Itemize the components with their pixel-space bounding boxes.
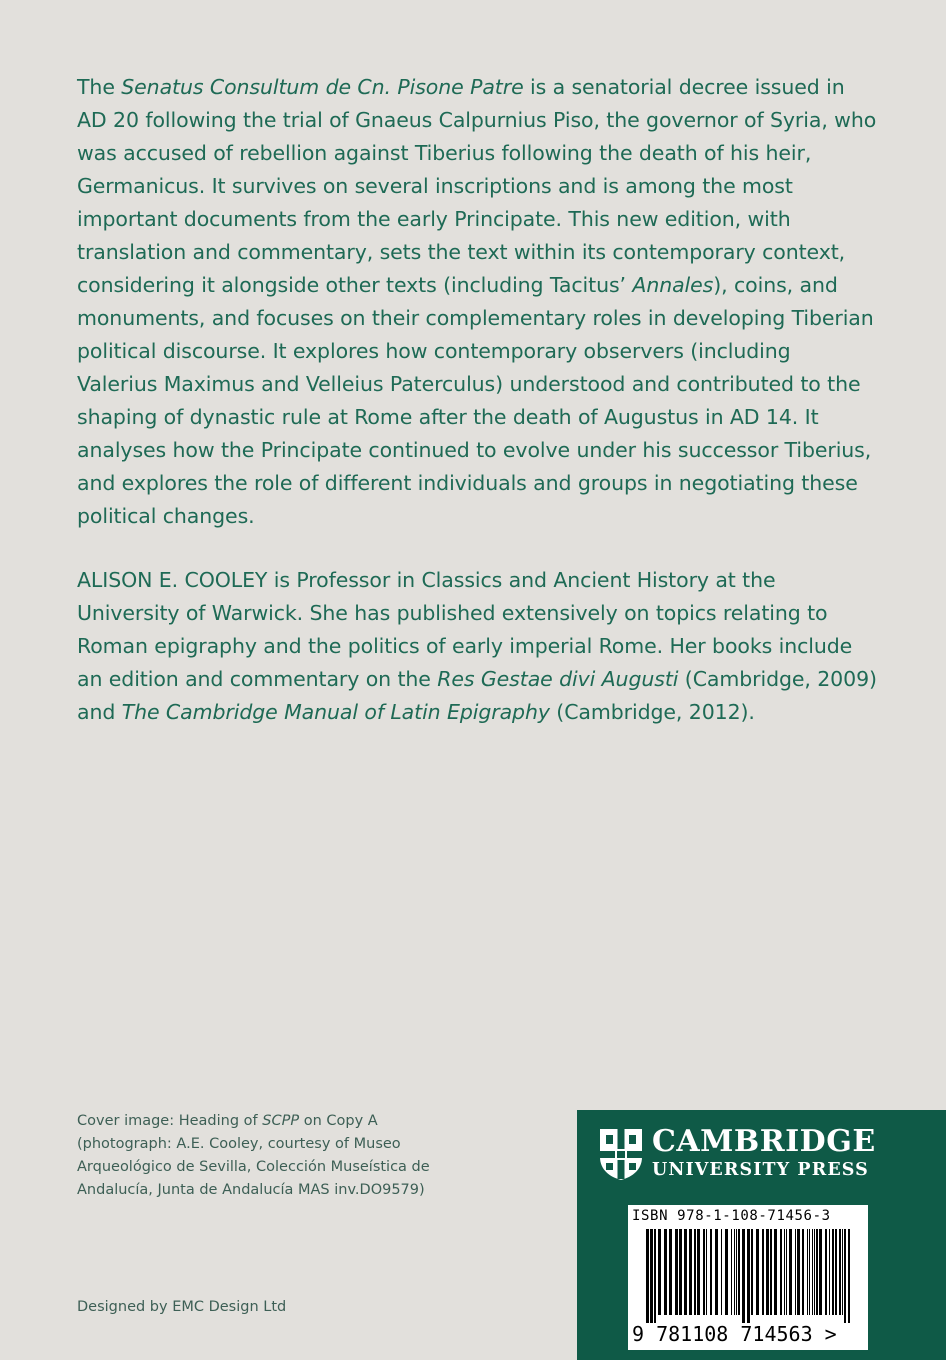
barcode-bar	[650, 1229, 653, 1323]
barcode-bar	[774, 1229, 777, 1315]
barcode-bar	[694, 1229, 696, 1315]
barcode-bar	[710, 1229, 712, 1315]
cover-credit-text	[77, 1110, 477, 1202]
barcode-bar	[738, 1229, 740, 1315]
italic-title-text: Annales	[632, 273, 714, 297]
barcode-bar	[646, 1229, 649, 1323]
barcode-bar	[842, 1229, 843, 1315]
italic-title-text: SCPP	[262, 1113, 300, 1129]
barcode-bar	[797, 1229, 800, 1315]
publisher-name-line2: UNIVERSITY PRESS	[652, 1160, 869, 1180]
barcode-bar	[816, 1229, 818, 1315]
barcode-bar	[654, 1229, 656, 1323]
barcode-bar	[703, 1229, 705, 1315]
barcode-bar	[825, 1229, 827, 1315]
barcode-bar	[756, 1229, 759, 1315]
isbn-label: ISBN 978-1-108-71456-3	[632, 1208, 831, 1224]
description-paragraph	[77, 71, 877, 533]
barcode-bar	[721, 1229, 722, 1315]
author-bio-paragraph	[77, 564, 877, 729]
barcode-bar	[679, 1229, 682, 1315]
barcode-bar	[664, 1229, 667, 1315]
barcode-bar	[689, 1229, 692, 1315]
barcode-bar	[675, 1229, 678, 1315]
barcode-bar	[848, 1229, 850, 1323]
barcode-bar	[742, 1229, 745, 1323]
cover-image-credit	[77, 1110, 477, 1202]
back-cover-blurb	[77, 71, 877, 729]
barcode-bar	[780, 1229, 782, 1315]
text-run: The	[77, 75, 122, 99]
barcode-bar	[784, 1229, 785, 1315]
barcode-bar	[789, 1229, 792, 1315]
barcode-bar	[839, 1229, 841, 1315]
barcode-bar	[802, 1229, 804, 1315]
barcode-bar	[715, 1229, 718, 1315]
italic-title-text: Senatus Consultum de Cn. Pisone Patre	[121, 75, 524, 99]
barcode-digits: 9 781108 714563 >	[632, 1322, 837, 1346]
barcode-bar	[669, 1229, 672, 1315]
text-run: (Cambridge, 2012).	[549, 700, 755, 724]
barcode-bar	[807, 1229, 808, 1315]
barcode-bar	[809, 1229, 810, 1315]
italic-title-text: Res Gestae divi Augusti	[437, 667, 679, 691]
designer-credit: Designed by EMC Design Ltd	[77, 1299, 287, 1315]
barcode-bars	[636, 1229, 860, 1323]
barcode-bar	[736, 1229, 737, 1315]
barcode-bar	[751, 1229, 753, 1315]
barcode-bar	[832, 1229, 834, 1315]
barcode-bar	[706, 1229, 707, 1315]
barcode-bar	[658, 1229, 661, 1315]
barcode-bar	[795, 1229, 796, 1315]
text-run: ALISON E. COOLEY is Professor in Classics and Ancient History at the University of Warwick. She has published extensively on topics relating to Roman epigraphy and the politics of early imperial Rome. Her books include an edition and commentary on the	[77, 568, 853, 691]
barcode-bar	[819, 1229, 822, 1315]
italic-title-text: The Cambridge Manual of Latin Epigraphy	[121, 700, 550, 724]
publisher-panel	[577, 1110, 946, 1360]
isbn-barcode	[628, 1205, 868, 1350]
publisher-name	[652, 1124, 876, 1180]
cambridge-shield-icon	[598, 1127, 644, 1181]
barcode-bar	[812, 1229, 813, 1315]
barcode-bar	[844, 1229, 846, 1323]
text-run: is a senatorial decree issued in AD 20 following the trial of Gnaeus Calpurnius Piso, the governor of Syria, who was accused of rebellion against Tiberius following the death of his heir, Germanicus. It survives on several inscriptions and is among the most important documents from the early Principate. This new edition, with translation and commentary, sets the text within its contemporary context, considering it alongside other texts (including Tacitus’	[77, 75, 877, 297]
text-run: (Cambridge, 2009) and	[77, 667, 877, 724]
barcode-bar	[770, 1229, 772, 1315]
barcode-bar	[684, 1229, 687, 1315]
barcode-bar	[762, 1229, 764, 1315]
barcode-bar	[747, 1229, 750, 1323]
barcode-bar	[734, 1229, 735, 1315]
text-run: on Copy A (photograph: A.E. Cooley, courtesy of Museo Arqueológico de Sevilla, Colección Museística de Andalucía, Junta de Andalucía MAS inv.DO9579)	[77, 1113, 430, 1198]
text-run: Cover image: Heading of	[77, 1113, 263, 1129]
barcode-bar	[814, 1229, 815, 1315]
barcode-bar	[835, 1229, 837, 1315]
publisher-name-line1: CAMBRIDGE	[652, 1124, 876, 1159]
barcode-bar	[697, 1229, 700, 1315]
barcode-bar	[731, 1229, 732, 1315]
barcode-bar	[786, 1229, 787, 1315]
barcode-bar	[829, 1229, 830, 1315]
barcode-bar	[766, 1229, 769, 1315]
text-run: ), coins, and monuments, and focuses on their complementary roles in developing Tiberian political discourse. It explores how contemporary observers (including Valerius Maximus and Velleius Paterculus) understood and contributed to the shaping of dynastic rule at Rome after the death of Augustus in AD 14. It analyses how the Principate continued to evolve under his successor Tiberius, and explores the role of different individuals and groups in negotiating these political changes.	[77, 273, 874, 528]
barcode-bar	[725, 1229, 728, 1315]
